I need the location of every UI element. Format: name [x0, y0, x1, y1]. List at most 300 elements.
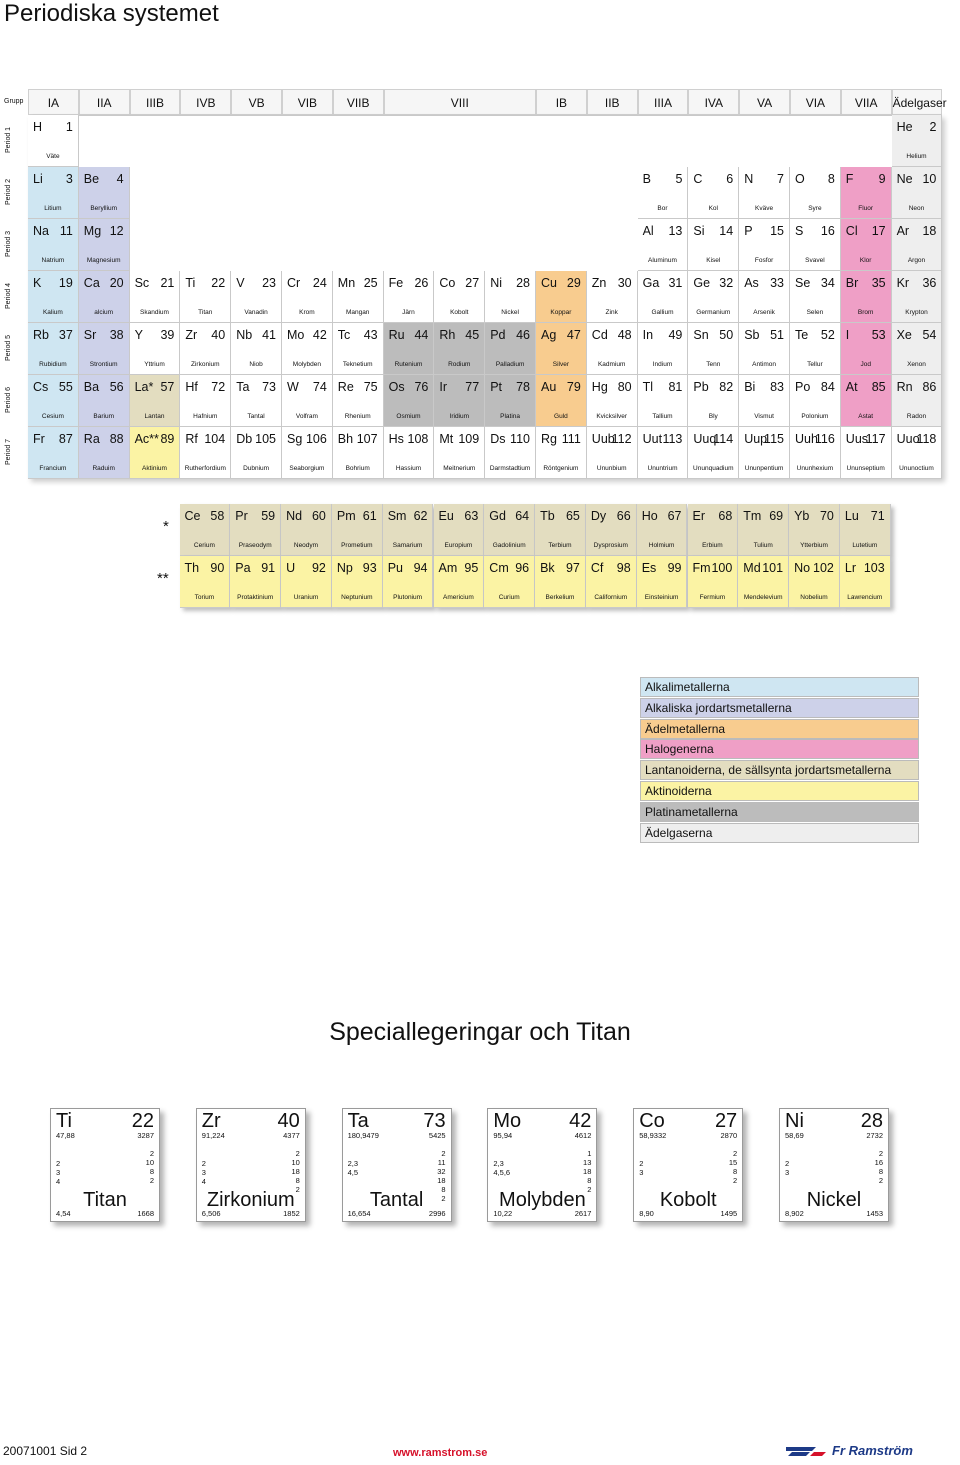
element-symbol: Cd	[591, 328, 608, 342]
element-cell[interactable]	[28, 323, 79, 375]
atomic-number: 65	[565, 509, 580, 523]
element-cell[interactable]	[840, 504, 891, 556]
element-cell[interactable]	[130, 427, 181, 479]
card-boiling-point: 1852	[283, 1209, 300, 1218]
atomic-number: 116	[814, 432, 835, 446]
element-cell[interactable]	[333, 375, 384, 427]
element-cell[interactable]	[434, 375, 485, 427]
atomic-number: 55	[58, 380, 73, 394]
element-name: Vismut	[754, 413, 774, 420]
element-name: Dubnium	[243, 465, 270, 472]
element-cell[interactable]	[484, 556, 535, 608]
element-symbol: Ds	[490, 432, 506, 446]
element-cell[interactable]	[231, 427, 282, 479]
element-cell[interactable]	[790, 271, 841, 323]
atomic-number: 94	[413, 561, 428, 575]
element-cell[interactable]	[738, 504, 789, 556]
element-cell[interactable]	[587, 271, 638, 323]
card-atomic-mass: 47,88	[56, 1131, 75, 1140]
element-cell[interactable]	[485, 323, 536, 375]
element-symbol: Rh	[439, 328, 456, 342]
element-cell[interactable]	[28, 115, 79, 167]
period-label: Period 7	[5, 438, 12, 465]
card-atomic-mass: 58,69	[785, 1131, 804, 1140]
element-cell[interactable]	[688, 427, 739, 479]
element-cell[interactable]	[790, 323, 841, 375]
element-cell[interactable]	[688, 323, 739, 375]
legend-item: Ädelgaserna	[640, 823, 919, 843]
element-symbol: Uuo	[896, 432, 920, 446]
element-symbol: Co	[439, 276, 456, 290]
atomic-number: 44	[414, 328, 429, 342]
group-header: VB	[231, 89, 282, 115]
element-symbol: Cm	[489, 561, 509, 575]
element-symbol: Ru	[388, 328, 405, 342]
atomic-number: 103	[863, 561, 885, 575]
atomic-number: 86	[922, 380, 937, 394]
alloy-card[interactable]	[633, 1108, 743, 1222]
group-header: VIIB	[333, 89, 384, 115]
element-cell[interactable]	[587, 375, 638, 427]
element-name: Litium	[44, 205, 62, 212]
card-density: 8,90	[639, 1209, 654, 1218]
element-cell[interactable]	[384, 271, 435, 323]
element-cell[interactable]	[332, 556, 383, 608]
actinoid-marker: **	[157, 570, 169, 587]
element-symbol: Cf	[590, 561, 604, 575]
element-name: Tantal	[247, 413, 265, 420]
period-label: Period 3	[5, 230, 12, 257]
element-symbol: Sb	[744, 328, 760, 342]
element-cell[interactable]	[688, 167, 739, 219]
element-name: Bor	[657, 205, 668, 212]
element-name: Brom	[857, 309, 874, 316]
element-symbol: Ho	[641, 509, 658, 523]
group-header: IIA	[79, 89, 130, 115]
element-cell[interactable]	[638, 271, 689, 323]
footer-brand: Fr Ramström	[832, 1443, 913, 1458]
element-symbol: U	[286, 561, 296, 575]
element-cell[interactable]	[180, 323, 231, 375]
element-cell[interactable]	[688, 556, 739, 608]
atomic-number: 14	[719, 224, 734, 238]
element-cell[interactable]	[281, 504, 332, 556]
element-cell[interactable]	[738, 556, 789, 608]
card-element-name: Titan	[83, 1189, 127, 1211]
element-cell[interactable]	[282, 427, 333, 479]
atomic-number: 49	[668, 328, 683, 342]
element-cell[interactable]	[180, 375, 231, 427]
atomic-number: 108	[407, 432, 429, 446]
element-cell[interactable]	[28, 427, 79, 479]
element-cell[interactable]	[384, 323, 435, 375]
element-symbol: Am	[438, 561, 458, 575]
element-name: Titan	[198, 309, 213, 316]
group-header: IIB	[587, 89, 638, 115]
card-symbol: Co	[639, 1110, 665, 1132]
atomic-number: 117	[865, 432, 886, 446]
element-cell[interactable]	[333, 323, 384, 375]
element-cell[interactable]	[79, 375, 130, 427]
atomic-number: 99	[667, 561, 682, 575]
element-cell[interactable]	[892, 115, 943, 167]
element-cell[interactable]	[892, 375, 943, 427]
atomic-number: 84	[820, 380, 835, 394]
atomic-number: 91	[261, 561, 276, 575]
card-melting-point: 5425	[428, 1131, 446, 1140]
card-atomic-number: 27	[714, 1110, 738, 1132]
card-melting-point: 3287	[137, 1131, 154, 1140]
card-melting-point: 2732	[866, 1131, 883, 1140]
element-name: Aktinium	[142, 465, 167, 472]
element-cell[interactable]	[892, 427, 943, 479]
element-cell[interactable]	[637, 556, 688, 608]
atomic-number: 56	[109, 380, 124, 394]
element-name: Ytterbium	[800, 542, 828, 549]
atomic-number: 109	[458, 432, 480, 446]
element-cell[interactable]	[739, 219, 790, 271]
element-cell[interactable]	[638, 219, 689, 271]
element-name: Seaborgium	[289, 465, 325, 472]
element-cell[interactable]	[383, 556, 434, 608]
element-name: Osmium	[396, 413, 421, 420]
element-symbol: Fm	[692, 561, 711, 575]
element-name: Vanadin	[244, 309, 268, 316]
element-cell[interactable]	[688, 504, 739, 556]
element-name: Rhenium	[344, 413, 371, 420]
element-name: Kväve	[755, 205, 774, 212]
element-name: Aluminum	[648, 257, 677, 264]
element-symbol: Sr	[83, 328, 97, 342]
element-cell[interactable]	[384, 427, 435, 479]
element-cell[interactable]	[28, 167, 79, 219]
element-name: Samarium	[392, 542, 423, 549]
element-symbol: Sm	[387, 509, 407, 523]
legend-item: Halogenerna	[640, 739, 919, 759]
card-atomic-number: 28	[860, 1110, 883, 1132]
element-symbol: Es	[641, 561, 657, 575]
atomic-number: 46	[516, 328, 530, 342]
element-symbol: Ce	[184, 509, 201, 523]
card-element-name: Kobolt	[659, 1189, 717, 1211]
element-name: Selen	[806, 309, 824, 316]
atomic-number: 69	[769, 509, 784, 523]
atomic-number: 50	[719, 328, 734, 342]
element-cell[interactable]	[434, 323, 485, 375]
atomic-number: 76	[414, 380, 429, 394]
element-symbol: Zr	[185, 328, 198, 342]
element-cell[interactable]	[638, 323, 689, 375]
element-cell[interactable]	[841, 271, 892, 323]
element-cell[interactable]	[638, 427, 689, 479]
element-cell[interactable]	[434, 271, 485, 323]
element-cell[interactable]	[892, 167, 943, 219]
element-cell[interactable]	[484, 504, 535, 556]
element-name: Kalium	[42, 309, 63, 316]
element-name: Darmstadtium	[489, 465, 531, 472]
element-name: Iridium	[449, 413, 470, 420]
atomic-number: 53	[871, 328, 886, 342]
card-atomic-mass: 91,224	[201, 1131, 225, 1140]
element-cell[interactable]	[180, 271, 231, 323]
element-cell[interactable]	[841, 375, 892, 427]
element-cell[interactable]	[688, 375, 739, 427]
element-cell[interactable]	[180, 504, 231, 556]
element-symbol: Hs	[388, 432, 404, 446]
atomic-number: 42	[312, 328, 327, 342]
element-symbol: Gd	[489, 509, 506, 523]
element-name: Molybden	[292, 361, 321, 368]
element-name: Neon	[908, 205, 925, 212]
element-cell[interactable]	[130, 323, 181, 375]
atomic-number: 97	[565, 561, 580, 575]
element-name: Krom	[299, 309, 315, 316]
element-cell[interactable]	[841, 167, 892, 219]
element-cell[interactable]	[434, 556, 485, 608]
element-cell[interactable]	[79, 271, 130, 323]
element-name: Astat	[858, 413, 874, 420]
atomic-number: 88	[109, 432, 124, 446]
element-cell[interactable]	[840, 556, 891, 608]
card-electron-shells: 1 13 18 8 2	[583, 1149, 592, 1194]
card-symbol: Mo	[493, 1110, 522, 1132]
atomic-number: 89	[160, 432, 175, 446]
element-cell[interactable]	[485, 427, 536, 479]
element-cell[interactable]	[485, 375, 536, 427]
element-cell[interactable]	[536, 375, 587, 427]
atomic-number: 34	[820, 276, 835, 290]
element-cell[interactable]	[739, 427, 790, 479]
element-symbol: N	[744, 172, 754, 186]
element-cell[interactable]	[28, 375, 79, 427]
element-cell[interactable]	[230, 504, 281, 556]
element-symbol: Pu	[387, 561, 403, 575]
element-cell[interactable]	[892, 323, 943, 375]
element-cell[interactable]	[790, 427, 841, 479]
element-cell[interactable]	[282, 375, 333, 427]
group-header: VIA	[790, 89, 841, 115]
card-symbol: Ti	[56, 1110, 72, 1132]
element-symbol: Al	[642, 224, 654, 238]
atomic-number: 28	[516, 276, 530, 290]
atomic-number: 59	[261, 509, 276, 523]
element-cell[interactable]	[180, 427, 231, 479]
alloy-card[interactable]	[196, 1108, 306, 1222]
group-header: Ädelgaser	[892, 89, 943, 115]
element-cell[interactable]	[79, 323, 130, 375]
group-header: VIIA	[841, 89, 892, 115]
atomic-number: 25	[363, 276, 378, 290]
element-name: Terbium	[548, 542, 572, 549]
element-cell[interactable]	[790, 167, 841, 219]
card-melting-point: 2870	[720, 1131, 738, 1140]
element-name: Guld	[554, 413, 568, 420]
element-cell[interactable]	[739, 323, 790, 375]
group-header: IVA	[688, 89, 739, 115]
element-symbol: Te	[795, 328, 809, 342]
element-symbol: Re	[337, 380, 354, 394]
element-symbol: Pt	[490, 380, 502, 394]
element-cell[interactable]	[688, 271, 739, 323]
footer-url-link[interactable]: www.ramstrom.se	[393, 1447, 488, 1459]
element-cell[interactable]	[586, 504, 637, 556]
element-cell[interactable]	[28, 271, 79, 323]
atomic-number: 87	[58, 432, 73, 446]
element-cell[interactable]	[535, 556, 586, 608]
element-cell[interactable]	[790, 375, 841, 427]
element-cell[interactable]	[739, 167, 790, 219]
element-cell[interactable]	[841, 427, 892, 479]
element-cell[interactable]	[281, 556, 332, 608]
element-symbol: Po	[795, 380, 811, 394]
element-cell[interactable]	[434, 504, 485, 556]
element-symbol: C	[693, 172, 703, 186]
element-cell[interactable]	[536, 427, 587, 479]
atomic-number: 16	[820, 224, 835, 238]
element-symbol: Pb	[693, 380, 709, 394]
element-cell[interactable]	[638, 167, 689, 219]
element-symbol: Uus	[845, 432, 869, 446]
element-name: Magnesium	[86, 257, 121, 264]
card-density: 4,54	[56, 1209, 71, 1218]
element-cell[interactable]	[282, 323, 333, 375]
element-cell[interactable]	[130, 375, 181, 427]
card-atomic-number: 73	[423, 1110, 446, 1132]
element-cell[interactable]	[587, 427, 638, 479]
legend-item: Ädelmetallerna	[640, 719, 919, 739]
element-name: Väte	[46, 153, 60, 160]
element-symbol: Md	[743, 561, 761, 575]
element-cell[interactable]	[28, 219, 79, 271]
element-cell[interactable]	[841, 323, 892, 375]
element-symbol: Ti	[185, 276, 196, 290]
element-symbol: O	[795, 172, 805, 186]
element-name: Kol	[708, 205, 718, 212]
element-cell[interactable]	[688, 219, 739, 271]
atomic-number: 113	[662, 432, 683, 446]
element-cell[interactable]	[230, 556, 281, 608]
element-cell[interactable]	[841, 219, 892, 271]
element-symbol: Mg	[83, 224, 102, 238]
alloy-card[interactable]	[342, 1108, 452, 1222]
element-symbol: Eu	[438, 509, 454, 523]
element-name: Dysprosium	[593, 542, 628, 549]
element-cell[interactable]	[535, 504, 586, 556]
element-cell[interactable]	[384, 375, 435, 427]
atomic-number: 73	[262, 380, 276, 394]
element-symbol: Er	[692, 509, 705, 523]
element-cell[interactable]	[789, 556, 840, 608]
element-name: Francium	[39, 465, 67, 472]
atomic-number: 48	[617, 328, 632, 342]
element-cell[interactable]	[587, 323, 638, 375]
atomic-number: 26	[414, 276, 429, 290]
atomic-number: 18	[922, 224, 937, 238]
element-cell[interactable]	[79, 427, 130, 479]
element-name: Holmium	[648, 542, 675, 549]
card-oxidation-states: 2 3	[639, 1159, 644, 1177]
atomic-number: 64	[515, 509, 530, 523]
element-cell[interactable]	[79, 219, 130, 271]
element-cell[interactable]	[79, 167, 130, 219]
element-name: Curium	[498, 594, 520, 601]
atomic-number: 92	[311, 561, 326, 575]
element-cell[interactable]	[231, 323, 282, 375]
element-cell[interactable]	[231, 271, 282, 323]
element-cell[interactable]	[790, 219, 841, 271]
element-cell[interactable]	[739, 375, 790, 427]
atomic-number: 9	[878, 172, 886, 186]
element-cell[interactable]	[536, 271, 587, 323]
legend-item: Alkalimetallerna	[640, 677, 919, 697]
element-name: Californium	[594, 594, 628, 601]
element-symbol: Ba	[83, 380, 100, 394]
element-name: Indium	[652, 361, 673, 368]
element-cell[interactable]	[383, 504, 434, 556]
element-cell[interactable]	[434, 427, 485, 479]
atomic-number: 78	[516, 380, 530, 394]
card-electron-shells: 2 10 18 8 2	[291, 1149, 300, 1194]
element-cell[interactable]	[485, 271, 536, 323]
element-cell[interactable]	[332, 504, 383, 556]
element-name: Zink	[605, 309, 618, 316]
element-cell[interactable]	[333, 427, 384, 479]
atomic-number: 40	[211, 328, 226, 342]
element-cell[interactable]	[231, 375, 282, 427]
element-symbol: At	[845, 380, 858, 394]
element-cell[interactable]	[637, 504, 688, 556]
atomic-number: 22	[211, 276, 226, 290]
alloy-card[interactable]	[50, 1108, 160, 1222]
element-cell[interactable]	[180, 556, 231, 608]
element-cell[interactable]	[586, 556, 637, 608]
element-cell[interactable]	[333, 271, 384, 323]
element-symbol: He	[896, 120, 913, 134]
element-symbol: Ir	[439, 380, 448, 394]
element-symbol: Ge	[693, 276, 711, 290]
element-cell[interactable]	[282, 271, 333, 323]
atomic-number: 118	[916, 432, 937, 446]
element-name: Strontium	[89, 361, 118, 368]
atomic-number: 83	[770, 380, 784, 394]
element-name: Meitnerium	[443, 465, 476, 472]
card-melting-point: 4377	[283, 1131, 300, 1140]
atomic-number: 32	[719, 276, 734, 290]
alloy-card[interactable]	[487, 1108, 597, 1222]
element-cell[interactable]	[739, 271, 790, 323]
atomic-number: 58	[210, 509, 225, 523]
element-symbol: W	[287, 380, 299, 394]
element-cell[interactable]	[789, 504, 840, 556]
card-boiling-point: 1495	[720, 1209, 738, 1218]
element-symbol: Uup	[744, 432, 768, 446]
atomic-number: 45	[465, 328, 480, 342]
element-cell[interactable]	[536, 323, 587, 375]
element-symbol: Pa	[235, 561, 251, 575]
element-cell[interactable]	[892, 219, 943, 271]
element-name: Einsteinium	[644, 594, 679, 601]
element-cell[interactable]	[130, 271, 181, 323]
element-cell[interactable]	[638, 375, 689, 427]
atomic-number: 43	[363, 328, 378, 342]
element-symbol: Db	[236, 432, 253, 446]
legend-item: Lantanoiderna, de sällsynta jordartsmetallerna	[640, 760, 919, 780]
atomic-number: 37	[58, 328, 73, 342]
element-cell[interactable]	[892, 271, 943, 323]
element-symbol: Br	[845, 276, 859, 290]
atomic-number: 23	[262, 276, 276, 290]
alloy-card[interactable]	[779, 1108, 889, 1222]
